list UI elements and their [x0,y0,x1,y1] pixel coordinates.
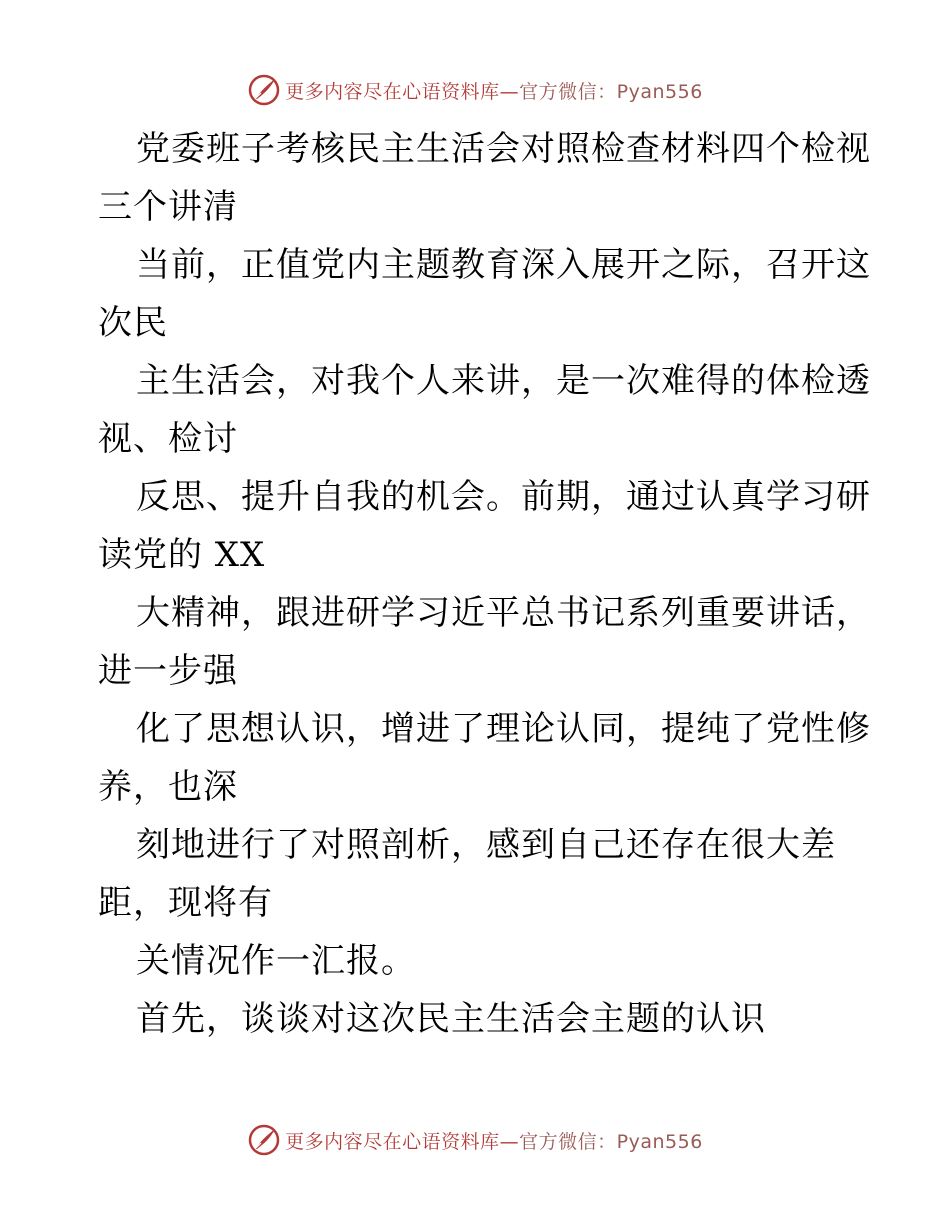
doc-line: 当前，正值党内主题教育深入展开之际，召开这 [136,245,871,285]
doc-line: 刻地进行了对照剖析，感到自己还存在很大差 [136,825,836,865]
doc-line: 读党的 XX [98,535,266,575]
doc-line: 三个讲清 [98,187,238,227]
doc-line: 党委班子考核民主生活会对照检查材料四个检视 [136,129,871,169]
doc-line: 化了思想认识，增进了理论认同，提纯了党性修 [136,709,871,749]
doc-line: 首先，谈谈对这次民主生活会主题的认识 [136,999,766,1039]
feather-pen-logo-icon [247,1123,281,1157]
banner-dash: — [499,80,520,103]
banner-wechat: 官方微信：Pyan556 [519,80,703,103]
header-banner [0,70,950,110]
doc-line: 进一步强 [98,651,238,691]
doc-line: 反思、提升自我的机会。前期，通过认真学习研 [136,477,871,517]
doc-line: 主生活会，对我个人来讲，是一次难得的体检透 [136,361,871,401]
banner-wechat: 官方微信：Pyan556 [519,1130,703,1153]
doc-line: 距，现将有 [98,883,273,923]
doc-line: 视、检讨 [98,419,238,459]
doc-line: 次民 [98,303,168,343]
feather-pen-logo-icon [247,73,281,107]
document-body [98,120,871,1048]
doc-line: 养，也深 [98,767,238,807]
banner-site: 更多内容尽在心语资料库 [285,1130,500,1153]
doc-line: 大精神，跟进研学习近平总书记系列重要讲话， [136,593,871,633]
banner-text [285,1127,703,1154]
banner-site: 更多内容尽在心语资料库 [285,80,500,103]
banner-dash: — [499,1130,520,1153]
doc-line: 关情况作一汇报。 [136,941,416,981]
banner-text [285,77,703,104]
footer-banner [0,1120,950,1160]
